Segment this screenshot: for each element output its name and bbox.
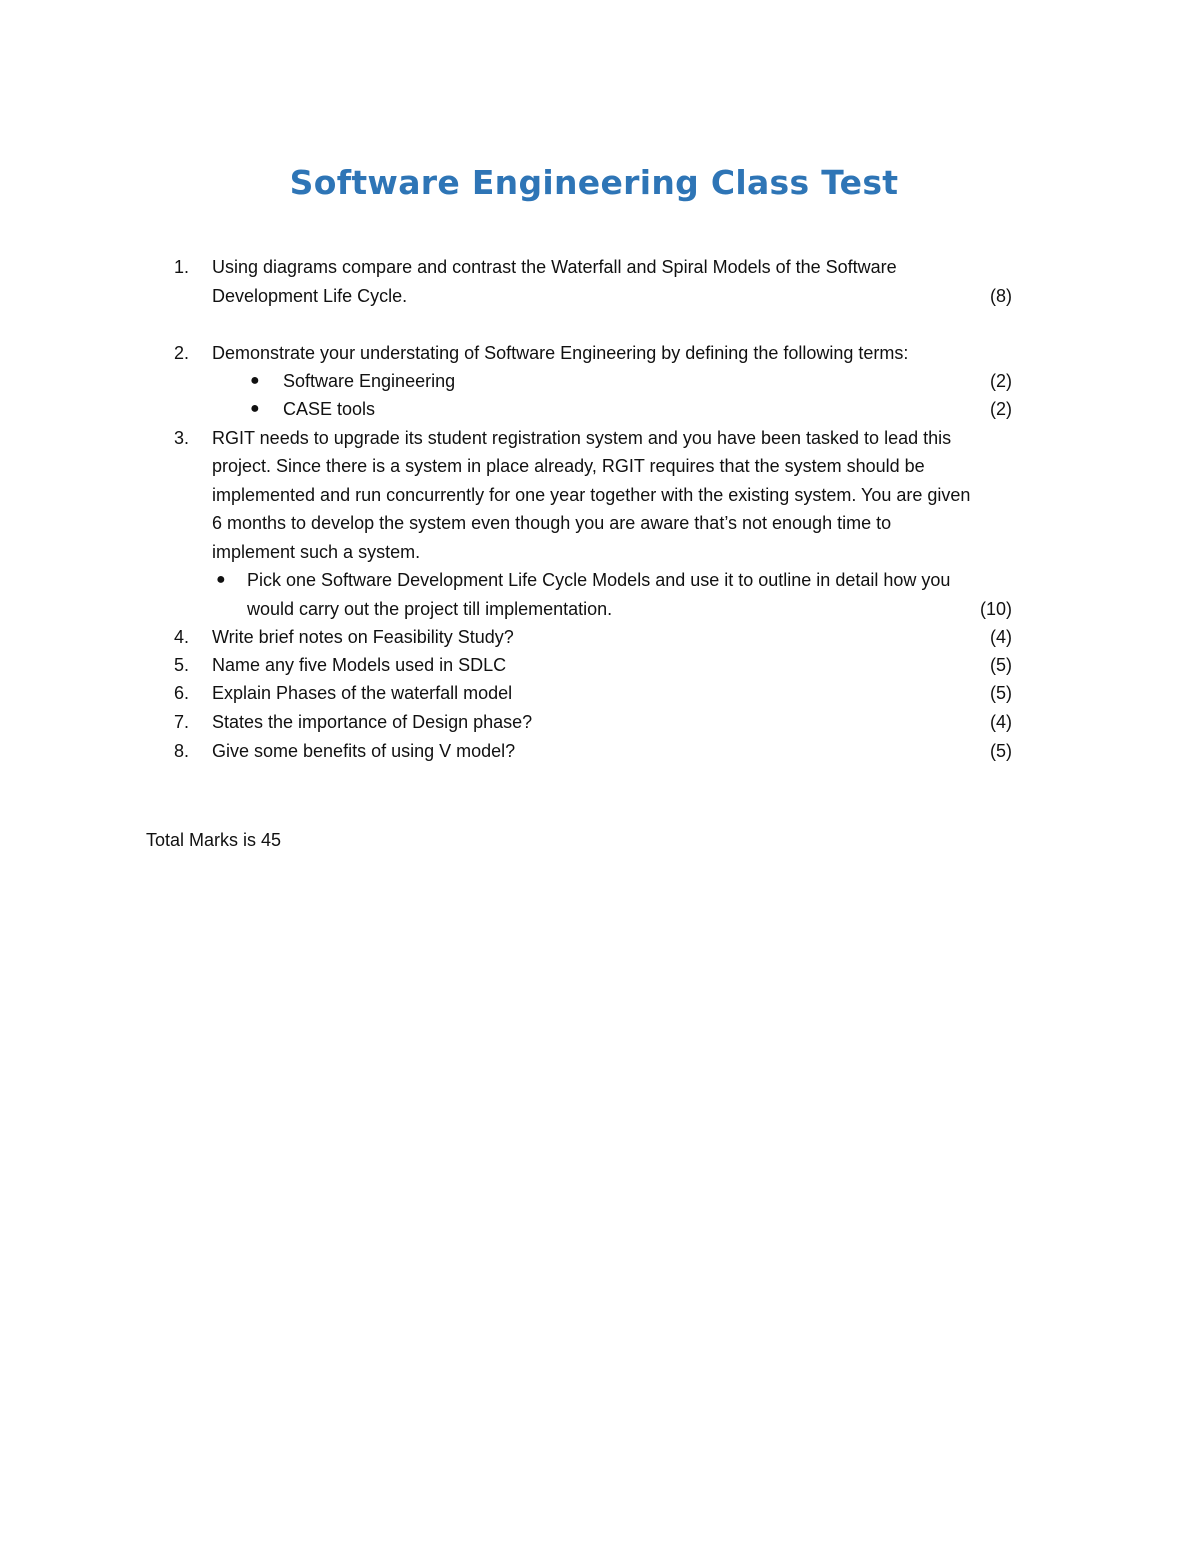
question-1-text-line-2: Development Life Cycle. xyxy=(212,286,408,306)
question-4-marks: (4) xyxy=(990,627,1012,647)
question-8-text: Give some benefits of using V model? xyxy=(212,741,516,761)
question-2-item-1-marks: (2) xyxy=(990,371,1012,391)
bullet-icon: ● xyxy=(250,372,260,389)
question-3-text-line-1: RGIT needs to upgrade its student registration system and you have been tasked to lead this xyxy=(212,428,952,448)
question-1-text-line-1: Using diagrams compare and contrast the Waterfall and Spiral Models of the Software xyxy=(212,257,897,277)
question-1-number: 1. xyxy=(174,257,190,277)
question-2-item-2-marks: (2) xyxy=(990,399,1012,419)
question-7-number: 7. xyxy=(174,712,190,732)
total-marks: Total Marks is 45 xyxy=(146,830,282,850)
question-3-sub-line-1: Pick one Software Development Life Cycle Models and use it to outline in detail how you xyxy=(247,570,951,590)
question-3-text-line-2: project. Since there is a system in place already, RGIT requires that the system should be xyxy=(212,456,925,476)
bullet-icon: ● xyxy=(216,571,226,588)
question-3-text-line-5: implement such a system. xyxy=(212,542,421,562)
question-3-sub-line-2: would carry out the project till implementation. xyxy=(247,599,613,619)
question-7-marks: (4) xyxy=(990,712,1012,732)
question-3-text-line-3: implemented and run concurrently for one year together with the existing system. You are given xyxy=(212,485,971,505)
question-2-number: 2. xyxy=(174,343,190,363)
bullet-icon: ● xyxy=(250,400,260,417)
question-4-number: 4. xyxy=(174,627,190,647)
question-2-text: Demonstrate your understating of Software Engineering by defining the following terms: xyxy=(212,343,909,363)
question-1-marks: (8) xyxy=(990,286,1012,306)
question-6-number: 6. xyxy=(174,683,190,703)
question-6-text: Explain Phases of the waterfall model xyxy=(212,683,513,703)
question-7-text: States the importance of Design phase? xyxy=(212,712,533,732)
question-5-text: Name any five Models used in SDLC xyxy=(212,655,507,675)
question-3-marks: (10) xyxy=(979,599,1012,619)
question-8-number: 8. xyxy=(174,741,190,761)
question-4-text: Write brief notes on Feasibility Study? xyxy=(212,627,514,647)
question-2-item-1: Software Engineering xyxy=(283,371,456,391)
page-title: Software Engineering Class Test xyxy=(289,163,899,202)
question-2-item-2: CASE tools xyxy=(283,399,376,419)
question-3-number: 3. xyxy=(174,428,190,448)
question-6-marks: (5) xyxy=(990,683,1012,703)
question-8-marks: (5) xyxy=(990,741,1012,761)
question-5-number: 5. xyxy=(174,655,190,675)
question-3-text-line-4: 6 months to develop the system even though you are aware that’s not enough time to xyxy=(212,513,892,533)
question-5-marks: (5) xyxy=(990,655,1012,675)
